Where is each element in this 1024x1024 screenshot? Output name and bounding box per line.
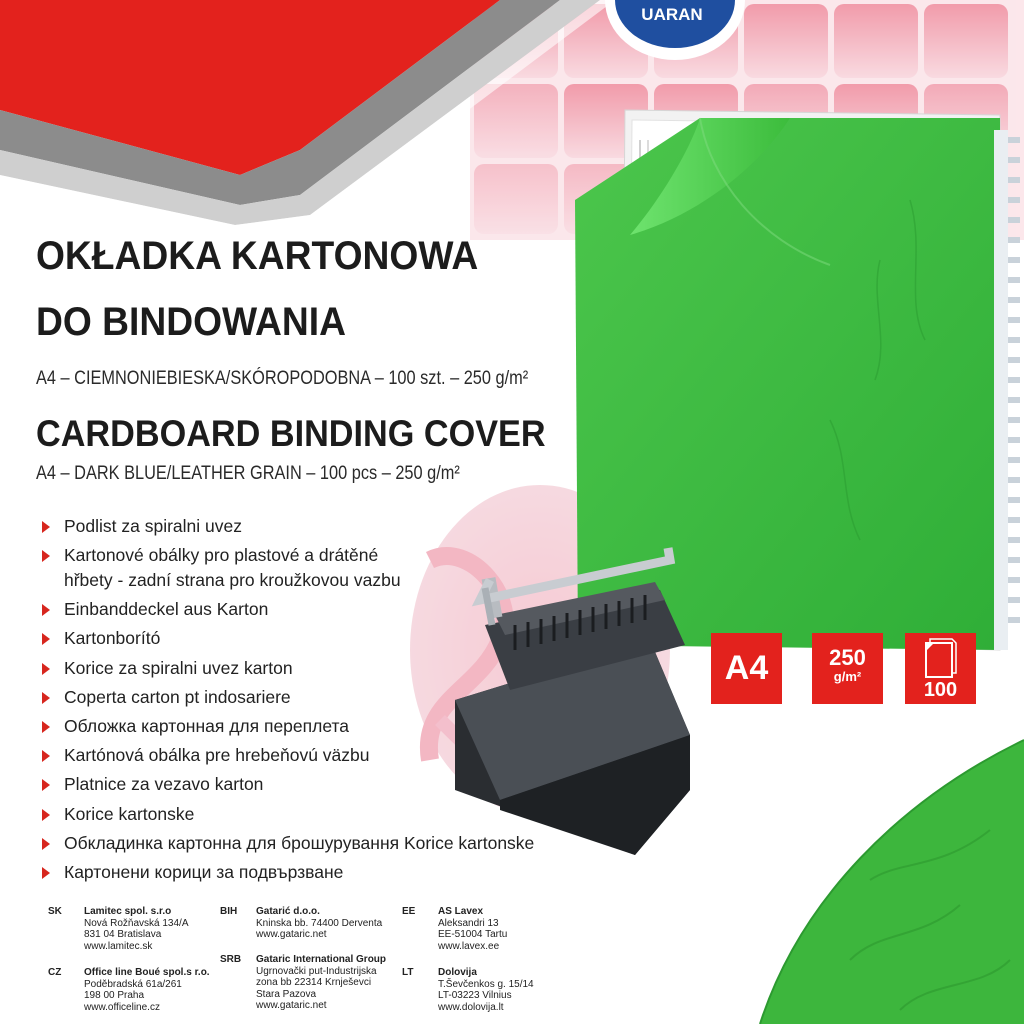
subtitle-polish: A4 – CIEMNONIEBIESKA/SKÓROPODOBNA – 100 szt. – 250 g/m² — [36, 368, 529, 389]
list-item: Korice kartonske — [42, 800, 534, 829]
list-item: Podlist za spiralni uvez — [42, 512, 534, 541]
list-item: Einbanddeckel aus Karton — [42, 595, 534, 624]
distributor-contacts: SK Lamitec spol. s.r.o Nová Rožňavská 134/A 831 04 Bratislava www.lamitec.sk CZ Office line Boué spol.s r.o. Poděbradská 61a/261 198 00 Praha www.officeline.cz BIH Gatarić d.o.o. Kninska bb. 74400 Derventa www.gataric.net SRB Gataric International Group Ugrnovački put-Industrijska zona bb 22314 Krnješevci Stara Pazova www.gataric.net EE AS Lavex Aleksandri 13 EE-51004 Tartu www.lavex.ee LT Dolovija T.Ševčenkos g. 15/14 LT-03223 Vilnius www.dolovija.lt — [48, 906, 534, 1013]
list-item: Korice za spiralni uvez karton — [42, 654, 534, 683]
title-polish-line1: OKŁADKA KARTONOWA — [36, 234, 479, 278]
bullet-arrow-icon — [42, 692, 50, 704]
count-value: 100 — [923, 679, 958, 701]
bullet-arrow-icon — [42, 867, 50, 879]
bullet-arrow-icon — [42, 838, 50, 850]
list-item: Kartónová obálka pre hrebeňovú väzbu — [42, 741, 534, 770]
svg-text:UARAN: UARAN — [641, 5, 703, 24]
list-item: Kartonborító — [42, 624, 534, 653]
translations-list — [42, 512, 534, 887]
title-polish-line2: DO BINDOWANIA — [36, 300, 346, 344]
count-badge — [905, 633, 976, 704]
bullet-arrow-icon — [42, 779, 50, 791]
bullet-arrow-icon — [42, 633, 50, 645]
weight-badge — [812, 633, 883, 704]
list-item: Platnice za vezavo karton — [42, 770, 534, 799]
sheets-icon — [905, 637, 976, 685]
title-english: CARDBOARD BINDING COVER — [36, 413, 546, 454]
weight-unit: g/m² — [833, 669, 862, 684]
list-item: Обкладинка картонна для брошурування Korice kartonske — [42, 829, 534, 858]
list-item: Картонени корици за подвързване — [42, 858, 534, 887]
weight-value: 250 — [829, 645, 866, 670]
list-item: Обложка картонная для переплета — [42, 712, 534, 741]
bullet-arrow-icon — [42, 809, 50, 821]
list-item: Coperta carton pt indosariere — [42, 683, 534, 712]
bullet-arrow-icon — [42, 663, 50, 675]
bullet-arrow-icon — [42, 721, 50, 733]
bullet-arrow-icon — [42, 750, 50, 762]
format-label: A4 — [724, 649, 769, 687]
list-item: Kartonové obálky pro plastové a drátěné hřbety - zadní strana pro kroužkovou vazbu — [42, 541, 534, 595]
bullet-arrow-icon — [42, 550, 50, 562]
bullet-arrow-icon — [42, 604, 50, 616]
subtitle-english: A4 – DARK BLUE/LEATHER GRAIN – 100 pcs – 250 g/m² — [36, 463, 460, 484]
format-badge — [711, 633, 782, 704]
bullet-arrow-icon — [42, 521, 50, 533]
